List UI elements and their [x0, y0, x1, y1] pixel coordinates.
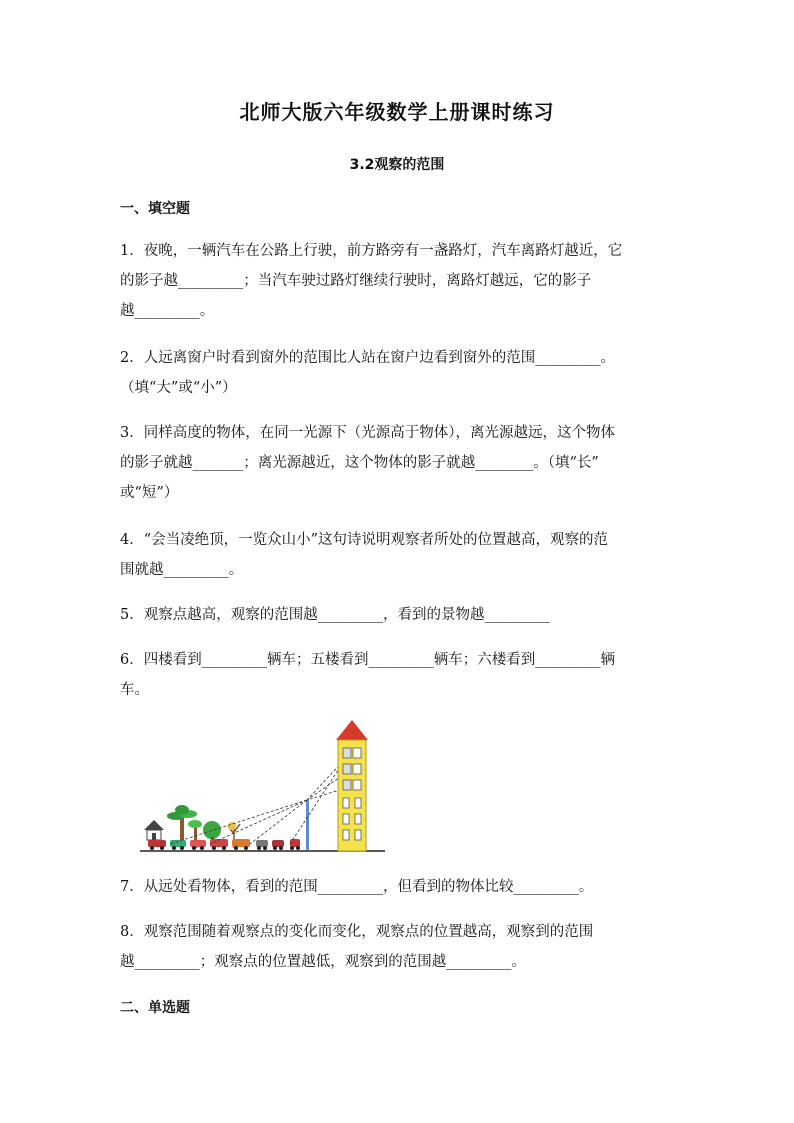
- question-line: 或“短”）: [120, 485, 179, 501]
- question-line: 8．观察范围随着观察点的变化而变化，观察点的位置越高，观察到的范围: [120, 924, 594, 940]
- car-icon: [256, 840, 268, 850]
- question-1: [120, 236, 680, 326]
- question-line: 5．观察点越高，观察的范围越_________，看到的景物越_________: [120, 607, 550, 623]
- question-line: 1．夜晚，一辆汽车在公路上行驶，前方路旁有一盏路灯，汽车离路灯越近，它: [120, 243, 623, 259]
- question-line: 车。: [120, 682, 149, 698]
- car-icon: [148, 840, 166, 850]
- wall-post: [306, 800, 309, 850]
- question-line: 越_________。: [120, 303, 215, 319]
- page-subtitle: 3.2观察的范围: [349, 157, 445, 173]
- car-icon: [290, 839, 300, 850]
- question-line: 3．同样高度的物体，在同一光源下（光源高于物体），离光源越远，这个物体: [120, 425, 615, 441]
- question-line: 6．四楼看到_________辆车；五楼看到_________辆车；六楼看到_________辆: [120, 652, 615, 668]
- tower-scene-illustration: [140, 718, 390, 858]
- question-line: 4．“会当凌绝顶，一览众山小”这句诗说明观察者所处的位置越高，观察的范: [120, 532, 609, 548]
- section-single-choice-heading: 二、单选题: [120, 1000, 190, 1016]
- section-fill-in-heading: 一、填空题: [120, 201, 190, 217]
- house-icon: [144, 820, 164, 840]
- tower-icon: [336, 720, 368, 851]
- question-2: [120, 343, 680, 403]
- question-4: [120, 525, 680, 585]
- car-icon: [232, 839, 250, 850]
- question-line: 的影子就越_______；离光源越近，这个物体的影子就越________。（填“长”: [120, 455, 599, 471]
- car-icon: [210, 839, 228, 850]
- question-7: [120, 872, 680, 902]
- question-line: （填“大”或“小”）: [120, 380, 237, 396]
- question-line: 2．人远离窗户时看到窗外的范围比人站在窗户边看到窗外的范围_________。: [120, 350, 615, 366]
- question-line: 7．从远处看物体，看到的范围_________，但看到的物体比较_________。: [120, 879, 594, 895]
- question-3: [120, 418, 680, 508]
- question-8: [120, 917, 680, 977]
- question-line: 越_________；观察点的位置越低，观察到的范围越_________。: [120, 954, 526, 970]
- question-5: [120, 600, 680, 630]
- question-line: 围就越_________。: [120, 562, 244, 578]
- question-line: 的影子越_________；当汽车驶过路灯继续行驶时，离路灯越远，它的影子: [120, 273, 592, 289]
- page-title: 北师大版六年级数学上册课时练习: [239, 100, 555, 124]
- car-icon: [190, 840, 206, 850]
- car-icon: [272, 840, 284, 850]
- question-6: [120, 645, 680, 705]
- tower-observation-figure: [140, 718, 390, 858]
